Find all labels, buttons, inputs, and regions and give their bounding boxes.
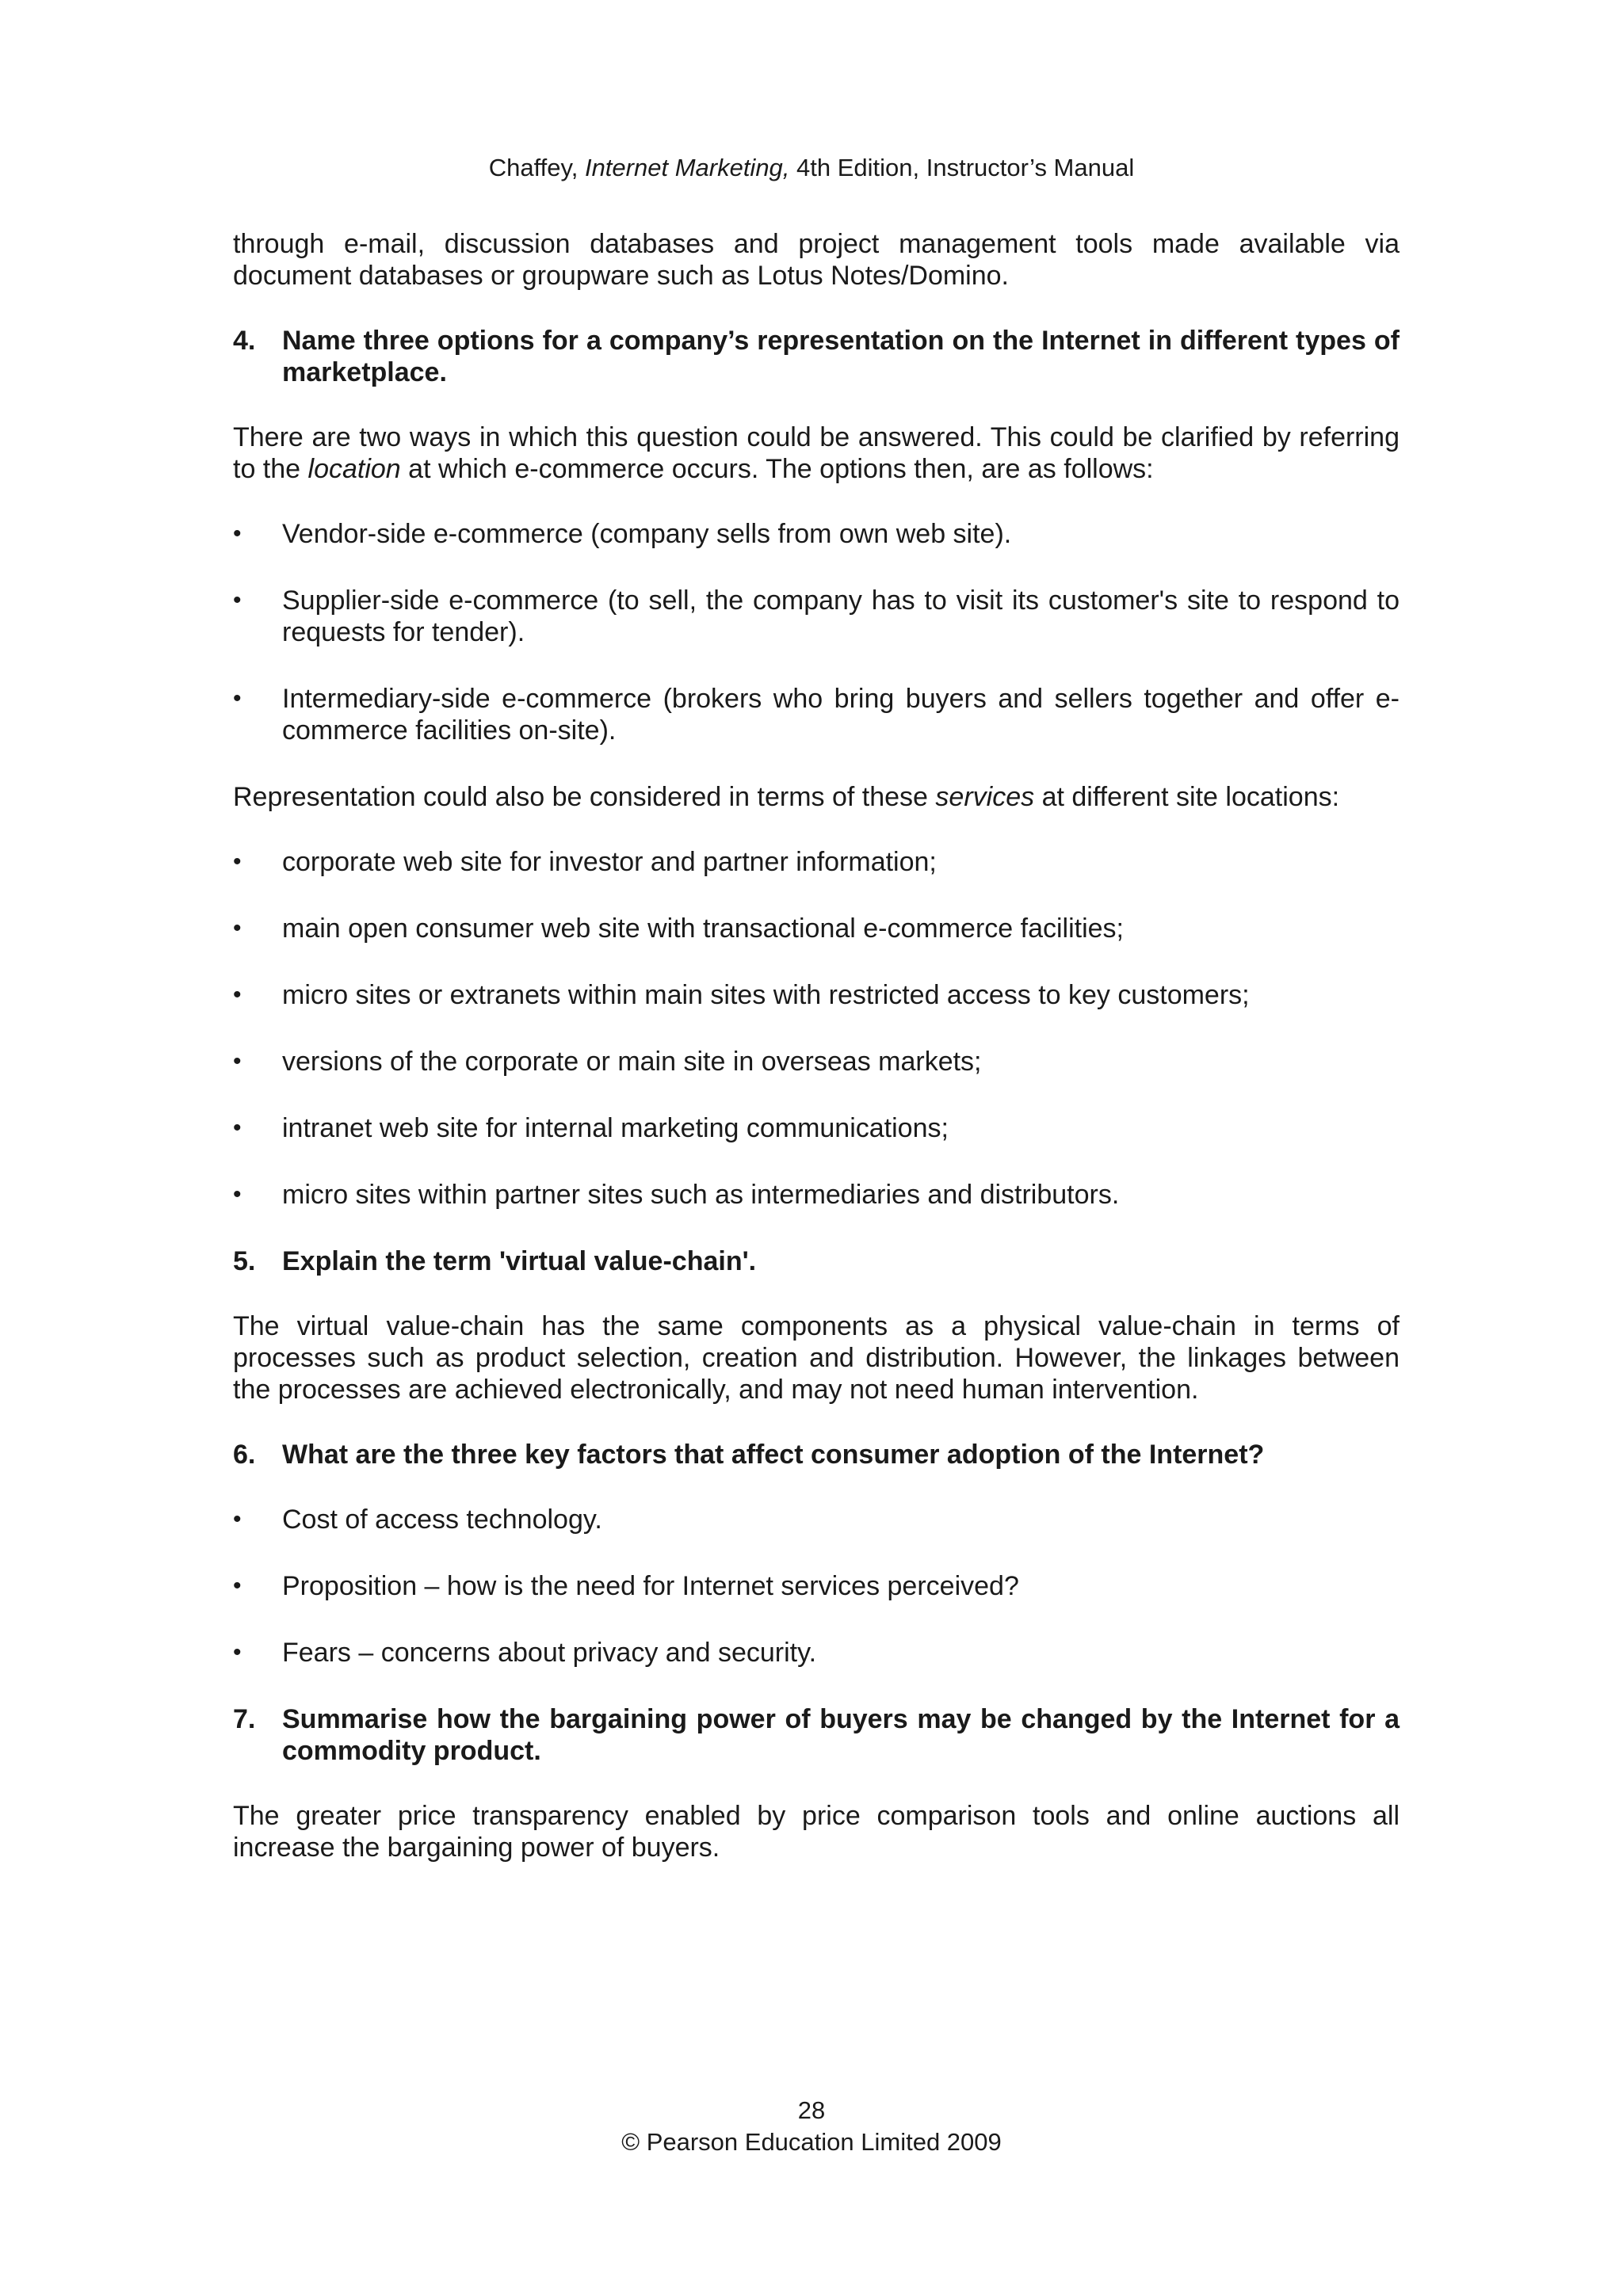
- bullet-icon: •: [233, 1506, 242, 1532]
- question-6: [233, 1439, 1400, 1470]
- question-number: 4.: [233, 326, 256, 356]
- list-item: [233, 1179, 1400, 1211]
- list-item-text: Fears – concerns about privacy and security.: [282, 1638, 817, 1668]
- intro-paragraph: through e-mail, discussion databases and project management tools made available via document databases or groupware such as Lotus Notes/Domino.: [233, 229, 1400, 291]
- list-item-text: intranet web site for internal marketing communications;: [282, 1113, 949, 1143]
- question-7: [233, 1703, 1400, 1767]
- list-item-text: versions of the corporate or main site in overseas markets;: [282, 1047, 982, 1077]
- bullet-icon: •: [233, 587, 242, 613]
- header-edition: 4th Edition, Instructor’s Manual: [789, 154, 1135, 181]
- bullet-icon: •: [233, 1573, 242, 1599]
- page-number: 28: [797, 2096, 826, 2124]
- question-text: Summarise how the bargaining power of buyers may be changed by the Internet for a commodity product.: [282, 1704, 1400, 1766]
- list-item: [233, 1112, 1400, 1144]
- q7-answer: The greater price transparency enabled by price comparison tools and online auctions all increase the bargaining power of buyers.: [233, 1801, 1400, 1863]
- bullet-icon: •: [233, 1048, 242, 1074]
- question-5: [233, 1245, 1400, 1277]
- list-item: [233, 979, 1400, 1011]
- q4-answer-intro: [233, 421, 1400, 485]
- q4-services-intro: [233, 781, 1400, 813]
- text-run: at which e-commerce occurs. The options then, are as follows:: [400, 454, 1154, 484]
- question-text: Name three options for a company’s representation on the Internet in different types of marketplace.: [282, 326, 1400, 387]
- bullet-icon: •: [233, 849, 242, 875]
- text-run: There are two ways in which this question could be answered. This could be clarified by referring to the: [233, 422, 1400, 484]
- adoption-factors-list: [233, 1504, 1400, 1669]
- list-item-text: micro sites or extranets within main sites with restricted access to key customers;: [282, 980, 1250, 1010]
- question-number: 7.: [233, 1704, 256, 1734]
- list-item: [233, 1637, 1400, 1669]
- question-text: What are the three key factors that affect consumer adoption of the Internet?: [282, 1440, 1265, 1470]
- list-item-text: Proposition – how is the need for Internet services perceived?: [282, 1571, 1019, 1601]
- text-run: Representation could also be considered in terms of these: [233, 782, 936, 812]
- copyright-notice: © Pearson Education Limited 2009: [621, 2128, 1002, 2156]
- bullet-icon: •: [233, 1639, 242, 1665]
- list-item-text: Cost of access technology.: [282, 1505, 602, 1535]
- bullet-icon: •: [233, 915, 242, 941]
- header-author: Chaffey,: [488, 154, 585, 181]
- text-run: at different site locations:: [1034, 782, 1340, 812]
- q5-answer: The virtual value-chain has the same components as a physical value-chain in terms of processes such as product selection, creation and distribution. However, the linkages between the processes are achieved electronically, and may not need human intervention.: [233, 1311, 1400, 1405]
- bullet-icon: •: [233, 685, 242, 711]
- question-4: [233, 325, 1400, 388]
- bullet-icon: •: [233, 1181, 242, 1207]
- list-item: [233, 913, 1400, 944]
- list-item-text: main open consumer web site with transactional e-commerce facilities;: [282, 913, 1125, 944]
- list-item: [233, 846, 1400, 878]
- bullet-icon: •: [233, 521, 242, 547]
- question-number: 6.: [233, 1440, 256, 1470]
- location-bullet-list: [233, 518, 1400, 746]
- list-item-text: Intermediary-side e-commerce (brokers who bring buyers and sellers together and offer e-commerce facilities on-site).: [282, 684, 1400, 746]
- list-item: [233, 683, 1400, 746]
- page-content: [233, 228, 1400, 1897]
- question-number: 5.: [233, 1246, 256, 1276]
- list-item: [233, 518, 1400, 550]
- emphasis-location: location: [307, 454, 401, 484]
- bullet-icon: •: [233, 1115, 242, 1141]
- list-item: [233, 1570, 1400, 1602]
- list-item-text: micro sites within partner sites such as intermediaries and distributors.: [282, 1180, 1120, 1210]
- services-bullet-list: [233, 846, 1400, 1211]
- bullet-icon: •: [233, 982, 242, 1008]
- list-item-text: Supplier-side e-commerce (to sell, the company has to visit its customer's site to respond to requests for tender).: [282, 585, 1400, 647]
- header-book-title: Internet Marketing,: [584, 154, 790, 181]
- running-header: [0, 152, 1623, 184]
- list-item: [233, 1046, 1400, 1077]
- question-text: Explain the term 'virtual value-chain'.: [282, 1246, 757, 1276]
- emphasis-services: services: [935, 782, 1035, 812]
- list-item-text: corporate web site for investor and partner information;: [282, 847, 937, 877]
- list-item-text: Vendor-side e-commerce (company sells from own web site).: [282, 519, 1012, 549]
- list-item: [233, 1504, 1400, 1535]
- list-item: [233, 585, 1400, 648]
